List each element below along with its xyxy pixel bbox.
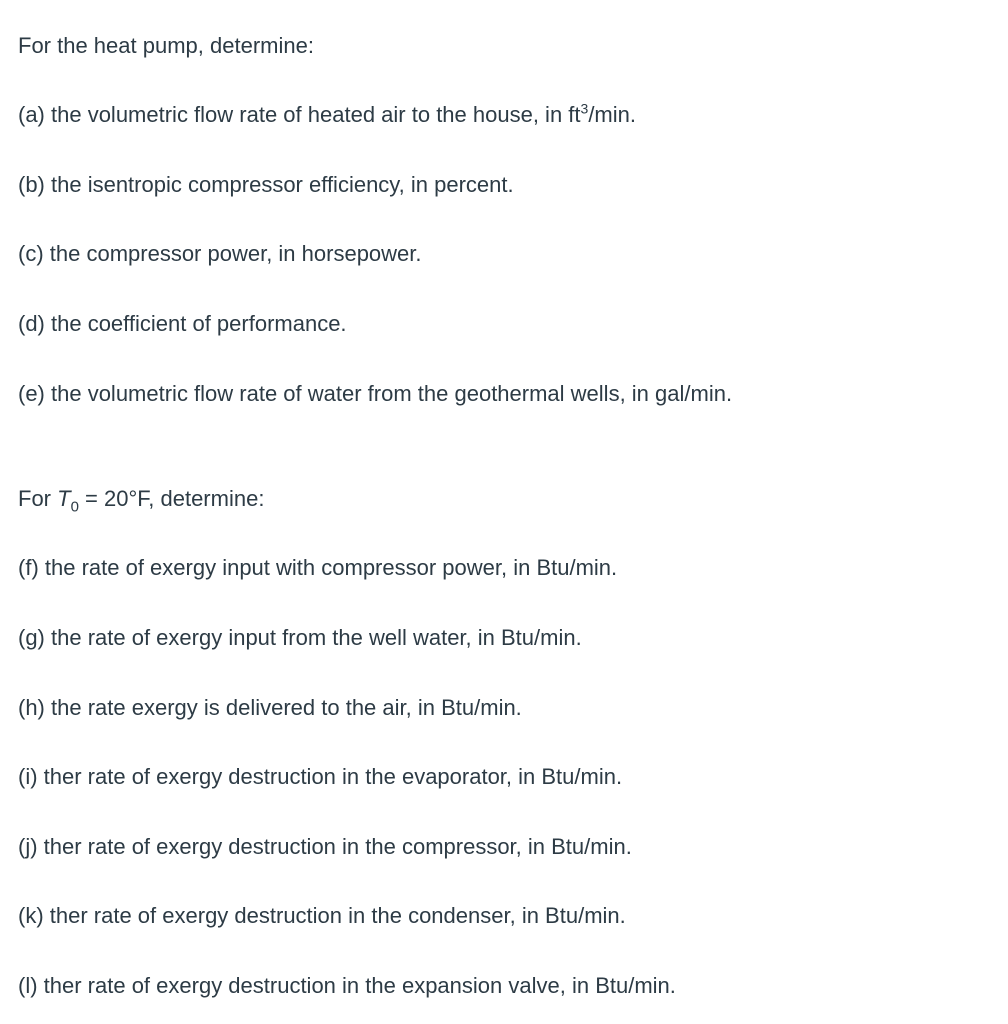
temperature-symbol: T xyxy=(57,486,71,511)
item-a xyxy=(18,101,636,129)
part2-intro xyxy=(18,485,265,516)
item-a-tail: /min. xyxy=(588,102,636,127)
item-j: (j) ther rate of exergy destruction in the compressor, in Btu/min. xyxy=(18,834,632,859)
part1-intro: For the heat pump, determine: xyxy=(18,33,314,58)
item-a-text: (a) the volumetric flow rate of heated air to the house, in ft xyxy=(18,102,581,127)
item-i: (i) ther rate of exergy destruction in the evaporator, in Btu/min. xyxy=(18,764,623,789)
item-b: (b) the isentropic compressor efficiency, in percent. xyxy=(18,172,514,197)
item-a-superscript: 3 xyxy=(580,100,589,117)
item-l: (l) ther rate of exergy destruction in the expansion valve, in Btu/min. xyxy=(18,973,676,998)
part2-intro-pre: For xyxy=(18,486,58,511)
item-g: (g) the rate of exergy input from the well water, in Btu/min. xyxy=(18,625,582,650)
item-k: (k) ther rate of exergy destruction in the condenser, in Btu/min. xyxy=(18,903,626,928)
item-c: (c) the compressor power, in horsepower. xyxy=(18,241,422,266)
part2-intro-post: = 20°F, determine: xyxy=(78,486,265,511)
item-d: (d) the coefficient of performance. xyxy=(18,311,347,336)
item-f: (f) the rate of exergy input with compressor power, in Btu/min. xyxy=(18,555,618,580)
item-e: (e) the volumetric flow rate of water from the geothermal wells, in gal/min. xyxy=(18,381,733,406)
temperature-subscript: 0 xyxy=(70,498,79,516)
item-h: (h) the rate exergy is delivered to the air, in Btu/min. xyxy=(18,695,522,720)
